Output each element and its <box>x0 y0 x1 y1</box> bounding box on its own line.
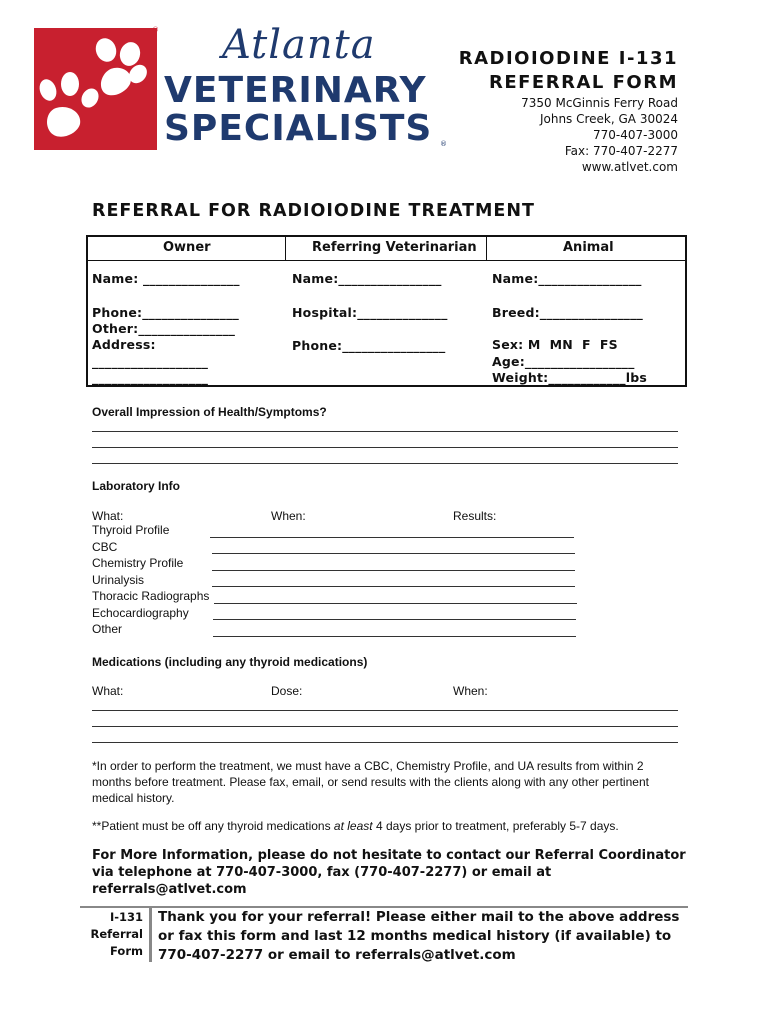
footer-form-label <box>80 909 143 960</box>
note-thyroid-pre: **Patient must be off any thyroid medications <box>92 819 334 833</box>
lab-line[interactable] <box>214 603 577 604</box>
lab-col-what: What: <box>92 509 124 523</box>
table-col-divider-1 <box>285 236 286 260</box>
lab-line[interactable] <box>213 636 576 637</box>
lab-line[interactable] <box>212 553 575 554</box>
lab-line[interactable] <box>212 586 575 587</box>
fax-number: Fax: 770-407-2277 <box>564 144 678 158</box>
animal-name-field[interactable]: Name:________________ <box>492 271 642 286</box>
logo-line-1: VETERINARY <box>164 70 427 111</box>
table-col-divider-2 <box>486 236 487 260</box>
meds-col-dose: Dose: <box>271 684 303 698</box>
table-header-divider <box>87 260 686 261</box>
owner-address-line-2[interactable]: __________________ <box>92 370 209 385</box>
owner-other-field[interactable]: Other:_______________ <box>92 321 236 336</box>
contact-information: For More Information, please do not hesitate to contact our Referral Coordinator via telephone at 770-407-3000, fax (770-407-2277) or email at referrals@atlvet.com <box>92 848 686 897</box>
meds-line-1[interactable] <box>92 710 678 711</box>
meds-line-3[interactable] <box>92 742 678 743</box>
lab-item: Urinalysis <box>92 573 145 587</box>
lab-line[interactable] <box>213 619 576 620</box>
address-city: Johns Creek, GA 30024 <box>539 112 678 126</box>
meds-col-what: What: <box>92 684 124 698</box>
impression-line-2[interactable] <box>92 447 678 448</box>
meds-col-when: When: <box>453 684 488 698</box>
phone-number: 770-407-3000 <box>592 128 678 142</box>
lab-item: Thyroid Profile <box>92 523 170 537</box>
animal-weight-field[interactable]: Weight:____________lbs <box>492 370 647 385</box>
logo-script-word: Atlanta <box>222 22 376 68</box>
registered-mark: ® <box>152 26 159 34</box>
registered-mark-2: ® <box>440 140 447 148</box>
lab-item: CBC <box>92 540 118 554</box>
impression-label: Overall Impression of Health/Symptoms? <box>92 405 327 419</box>
footer-vertical-bar <box>149 906 152 962</box>
page-title: REFERRAL FOR RADIOIODINE TREATMENT <box>92 201 535 221</box>
lab-item: Thoracic Radiographs <box>92 589 210 603</box>
lab-item: Other <box>92 622 123 636</box>
lab-line[interactable] <box>212 570 575 571</box>
animal-age-field[interactable]: Age:_________________ <box>492 354 635 369</box>
lab-item: Chemistry Profile <box>92 556 184 570</box>
header-owner: Owner <box>163 240 211 255</box>
note-thyroid-emphasis: at least <box>333 819 373 833</box>
medications-label: Medications (including any thyroid medications) <box>92 655 368 669</box>
vet-phone-field[interactable]: Phone:________________ <box>292 338 446 353</box>
form-title-line-2: REFERRAL FORM <box>488 72 678 93</box>
animal-breed-field[interactable]: Breed:________________ <box>492 305 643 320</box>
lab-info-label: Laboratory Info <box>92 479 181 493</box>
header-referring-vet: Referring Veterinarian <box>312 240 477 255</box>
footer-label-line-1: I-131 <box>109 910 143 924</box>
impression-line-1[interactable] <box>92 431 678 432</box>
form-title-line-1: RADIOIODINE I-131 <box>458 48 678 69</box>
footer-label-line-2: Referral <box>90 927 143 941</box>
owner-phone-field[interactable]: Phone:_______________ <box>92 305 239 320</box>
meds-line-2[interactable] <box>92 726 678 727</box>
animal-sex-field[interactable]: Sex: M MN F FS <box>492 337 618 352</box>
lab-item: Echocardiography <box>92 606 189 620</box>
note-lab-requirements: *In order to perform the treatment, we must have a CBC, Chemistry Profile, and UA results from within 2 months before treatment. Please fax, email, or send results with the clients along with any other pertinent medical history. <box>92 759 649 805</box>
website-link[interactable]: www.atlvet.com <box>581 160 678 174</box>
lab-line[interactable] <box>210 537 574 538</box>
note-thyroid-meds <box>92 818 692 834</box>
logo-line-2: SPECIALISTS <box>164 108 433 149</box>
owner-name-field[interactable]: Name: _______________ <box>92 271 240 286</box>
owner-address-line-1[interactable]: __________________ <box>92 354 209 369</box>
header-animal: Animal <box>563 240 614 255</box>
vet-name-field[interactable]: Name:________________ <box>292 271 442 286</box>
owner-address-label: Address: <box>92 337 156 352</box>
footer-thank-you: Thank you for your referral! Please either mail to the above address or fax this form and last 12 months medical history (if available) to 770-407-2277 or email to referrals@atlvet.com <box>158 909 680 963</box>
lab-col-when: When: <box>271 509 306 523</box>
lab-col-results: Results: <box>453 509 497 523</box>
footer-label-line-3: Form <box>110 944 143 958</box>
address-street: 7350 McGinnis Ferry Road <box>521 96 678 110</box>
vet-hospital-field[interactable]: Hospital:______________ <box>292 305 448 320</box>
paw-logo-icon <box>34 28 157 150</box>
note-thyroid-post: 4 days prior to treatment, preferably 5-7 days. <box>372 819 619 833</box>
impression-line-3[interactable] <box>92 463 678 464</box>
